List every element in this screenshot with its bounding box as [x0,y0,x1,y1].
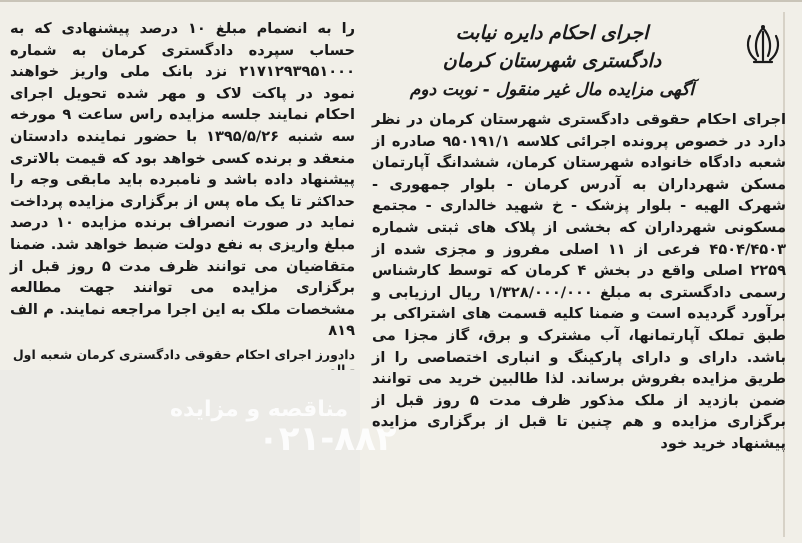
watermark-text: مناقصه و مزایده [170,397,349,422]
notice-title-line3: آگهی مزایده مال غیر منقول - نوبت دوم [409,80,695,100]
body-right-paragraph: اجرای احکام حقوقی دادگستری شهرستان کرمان در نظر دارد در خصوص پرونده اجرائی کلاسه ۹۵۰۱۹۱/۱ صادره از شعبه دادگاه خانواده شهرستان کرمان، ششدانگ آپارتمان مسکن شهرداران به آدرس کرمان - بلوار جمهوری - شهرک الهیه - بلوار پزشک - خ شهید خالداری - مجتمع مسکونی شهرداران که بخشی از پلاک های ثبتی شماره ۴۵۰۴/۴۵۰۳ فرعی از ۱۱ اصلی مفروز و مجزی شده از ۲۲۵۹ اصلی واقع در بخش ۴ کرمان که توسط کارشناس رسمی دادگستری به مبلغ ۱/۳۲۸/۰۰۰/۰۰۰ ریال ارزیابی و برآورد گردیده است و ضمنا کلیه قسمت های اشتراکی بر طبق تملک آپارتمانها، آب مشترک و برق، گاز مجزا می باشد. دارای و دارای پارکینگ و انباری اختصاصی را از طریق مزایده بفروش برساند. لذا طالبین خرید می توانند ضمن بازدید از ملک مذکور ظرف مدت ۵ روز قبل از برگزاری مزایده و هم چنین تا قبل از برگزاری مزایده پیشنهاد خرید خود [372,111,787,452]
body-right-column [372,109,786,455]
watermark-phone: ۰۲۱-۸۸۲ [258,419,397,459]
blank-area [0,370,360,543]
body-left-column [10,18,355,342]
iran-emblem-icon [740,22,786,68]
notice-header [372,16,786,108]
notice-title-line1: اجرای احکام دایره نیابت [455,22,649,44]
body-left-paragraph: را به انضمام مبلغ ۱۰ درصد پیشنهادی که به حساب سپرده دادگستری کرمان به شماره ۲۱۷۱۲۹۳۹۵۱۰۰۰ نزد بانک ملی واریز خواهند نمود در پاکت لاک و مهر شده تحویل اجرای احکام نمایند جلسه مزایده راس ساعت ۹ مورخه سه شنبه ۱۳۹۵/۵/۲۶ با حضور نماینده دادستان منعقد و برنده کسی خواهد بود که قیمت بالاتری پیشنهاد داده باشد و نامبرده باید مابقی وجه را حداکثر تا یک ماه پس از برگزاری مزایده پرداخت نماید در صورت انصراف برنده مزایده ۱۰ درصد مبلغ واریزی به نفع دولت ضبط خواهد شد. ضمنا متقاضیان می توانند ظرف مدت ۵ روز قبل از برگزاری مزایده می توانند جهت مطالعه مشخصات ملک به این اجرا مراجعه نمایند. م الف ۸۱۹ [10,20,355,340]
notice-title-line2: دادگستری شهرستان کرمان [442,50,662,72]
signature-line: دادورز اجرای احکام حقوقی دادگستری کرمان شعبه اول [12,347,355,362]
